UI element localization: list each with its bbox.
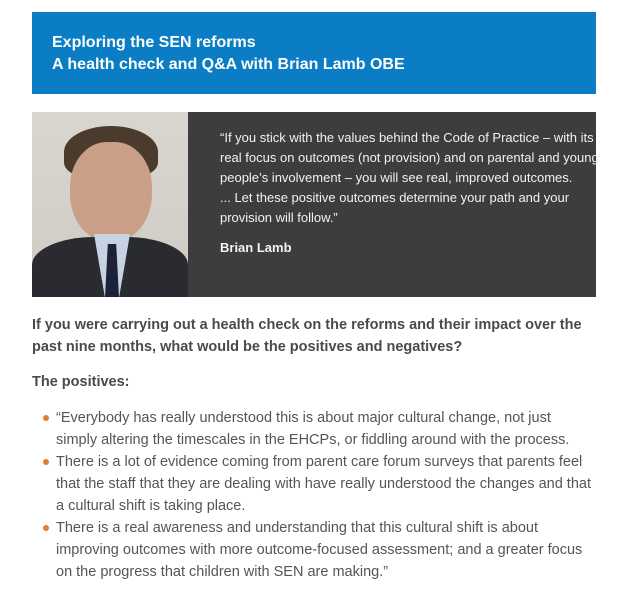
quote-line: provision will follow.” <box>220 210 338 225</box>
bullet-dot-icon <box>43 459 49 465</box>
list-item-line: “Everybody has really understood this is about major cultural change, not just <box>56 410 551 426</box>
positives-list <box>32 407 598 583</box>
interview-question <box>32 314 598 358</box>
quote-line: ... Let these positive outcomes determine your path and your <box>220 190 570 205</box>
list-item-line: simply altering the timescales in the EHCPs, or fiddling around with the process. <box>56 432 570 448</box>
list-item <box>32 407 598 451</box>
photo-face-shape <box>70 142 152 242</box>
author-photo <box>32 112 188 297</box>
question-line: past nine months, what would be the positives and negatives? <box>32 339 463 355</box>
bullet-dot-icon <box>43 525 49 531</box>
list-item-line: on the progress that children with SEN are making.” <box>56 564 389 580</box>
article-banner <box>32 12 596 94</box>
quote-author: Brian Lamb <box>220 240 292 255</box>
quote-feature <box>32 112 599 297</box>
banner-subtitle: A health check and Q&A with Brian Lamb OBE <box>52 56 405 73</box>
article-body <box>32 314 598 583</box>
list-item <box>32 451 598 517</box>
banner-title: Exploring the SEN reforms <box>52 34 256 51</box>
bullet-dot-icon <box>43 415 49 421</box>
positives-heading: The positives: <box>32 374 130 390</box>
list-item <box>32 517 598 583</box>
list-item-line: There is a lot of evidence coming from parent care forum surveys that parents feel <box>56 454 583 470</box>
quote-line: “If you stick with the values behind the Code of Practice – with its <box>220 130 594 145</box>
quote-line: people’s involvement – you will see real, improved outcomes. <box>220 170 573 185</box>
pull-quote <box>220 128 599 258</box>
list-item-line: a cultural shift is taking place. <box>56 498 246 514</box>
list-item-line: improving outcomes with more outcome-focused assessment; and a greater focus <box>56 542 583 558</box>
quote-line: real focus on outcomes (not provision) and on parental and young <box>220 150 599 165</box>
question-line: If you were carrying out a health check on the reforms and their impact over the <box>32 317 582 333</box>
list-item-line: There is a real awareness and understanding that this cultural shift is about <box>56 520 538 536</box>
list-item-line: that the staff that they are dealing with have really understood the changes and that <box>56 476 591 492</box>
